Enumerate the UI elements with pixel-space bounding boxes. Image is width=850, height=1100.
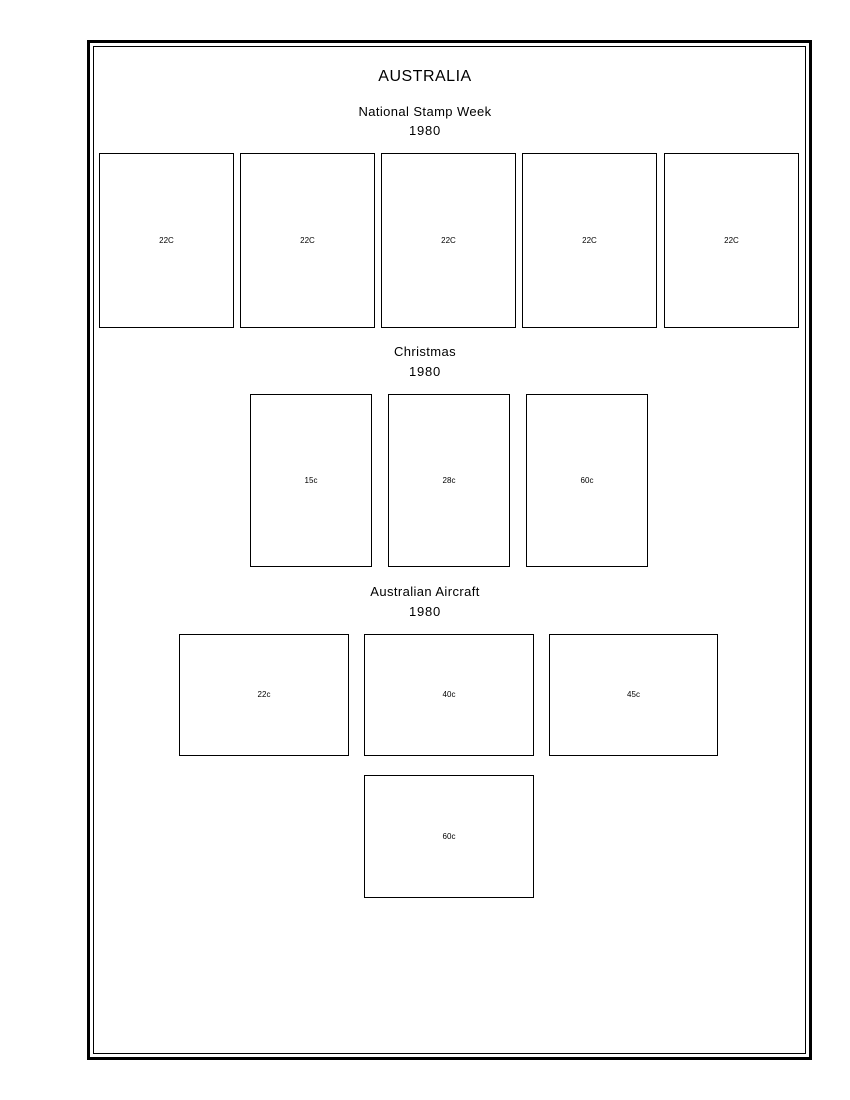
stamp-box bbox=[388, 394, 510, 567]
stamp-denomination: 22C bbox=[582, 235, 597, 245]
section-title-christmas: Christmas bbox=[393, 344, 457, 359]
stamp-box bbox=[250, 394, 372, 567]
stamp-box bbox=[179, 634, 349, 756]
stamp-box bbox=[526, 394, 648, 567]
stamp-box bbox=[549, 634, 718, 756]
section-year-christmas: 1980 bbox=[408, 364, 442, 379]
stamp-box bbox=[664, 153, 799, 328]
stamp-box bbox=[522, 153, 657, 328]
country-heading: AUSTRALIA bbox=[378, 68, 472, 85]
stamp-denomination: 22c bbox=[257, 690, 271, 699]
section-title-national-stamp-week: National Stamp Week bbox=[358, 104, 492, 119]
section-title-australian-aircraft: Australian Aircraft bbox=[370, 584, 480, 599]
section-year-australian-aircraft: 1980 bbox=[408, 604, 442, 619]
stamp-box bbox=[364, 634, 534, 756]
stamp-denomination: 22C bbox=[724, 235, 739, 245]
stamp-denomination: 15c bbox=[304, 475, 318, 485]
stamp-denomination: 40c bbox=[442, 690, 456, 699]
stamp-denomination: 22C bbox=[159, 235, 174, 245]
stamp-denomination: 45c bbox=[627, 690, 640, 699]
stamp-box bbox=[364, 775, 534, 898]
stamp-box bbox=[240, 153, 375, 328]
stamp-box bbox=[381, 153, 516, 328]
stamp-denomination: 28c bbox=[442, 475, 456, 485]
stamp-denomination: 60c bbox=[442, 831, 456, 841]
stamp-box bbox=[99, 153, 234, 328]
stamp-denomination: 60c bbox=[580, 475, 594, 485]
stamp-denomination: 22C bbox=[441, 235, 456, 245]
stamp-denomination: 22C bbox=[300, 235, 315, 245]
section-year-national-stamp-week: 1980 bbox=[408, 123, 442, 138]
